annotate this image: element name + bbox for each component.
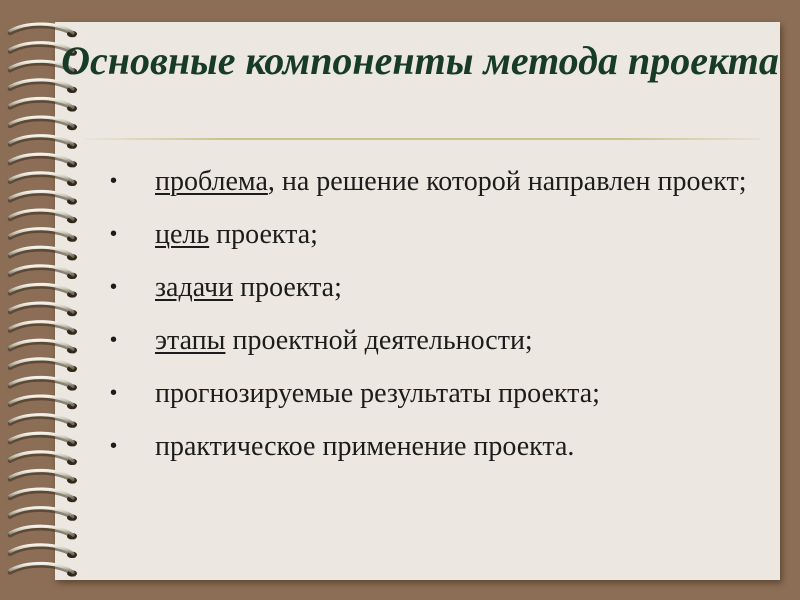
bullet-icon: • [110, 223, 118, 245]
slide-title: Основные компоненты метода проекта [61, 38, 779, 83]
list-item [110, 164, 760, 199]
list-item [110, 217, 760, 252]
spiral-ring [10, 191, 77, 204]
item-text: проекта; [209, 219, 318, 250]
spiral-ring [10, 117, 77, 130]
spiral-ring [10, 396, 77, 409]
item-text: , на решение которой направлен проект; [267, 166, 747, 197]
spiral-ring [10, 266, 77, 279]
bullet-icon: • [110, 435, 118, 457]
bullet-icon: • [110, 276, 118, 298]
bullet-list [110, 164, 760, 482]
spiral-ring [10, 98, 77, 111]
spiral-ring [10, 359, 77, 372]
item-term: проблема [155, 166, 268, 197]
spiral-ring [10, 508, 77, 521]
spiral-ring [10, 210, 77, 223]
list-item [110, 323, 760, 358]
spiral-ring [10, 489, 77, 502]
spiral-ring [10, 433, 77, 446]
spiral-ring [10, 470, 77, 483]
spiral-ring [10, 322, 77, 335]
spiral-ring [10, 452, 77, 465]
bullet-icon: • [110, 382, 118, 404]
spiral-ring [10, 415, 77, 428]
spiral-ring [10, 377, 77, 390]
item-term: цель [155, 219, 210, 250]
item-text: практическое применение проекта. [155, 431, 575, 462]
list-item [110, 429, 760, 464]
spiral-ring [10, 154, 77, 167]
spiral-ring [10, 284, 77, 297]
spiral-binding [0, 0, 100, 600]
spiral-ring [10, 247, 77, 260]
spiral-ring [10, 229, 77, 242]
spiral-ring [10, 526, 77, 539]
spiral-ring [10, 136, 77, 149]
spiral-ring [10, 303, 77, 316]
item-text: проектной деятельности; [225, 325, 533, 356]
spiral-ring [10, 545, 77, 558]
list-item [110, 270, 760, 305]
spiral-ring [10, 173, 77, 186]
item-term: задачи [155, 272, 234, 303]
item-text: прогнозируемые результаты проекта; [155, 378, 600, 409]
list-item [110, 376, 760, 411]
item-term: этапы [155, 325, 226, 356]
title-divider [85, 138, 760, 140]
spiral-ring [10, 340, 77, 353]
spiral-ring [10, 563, 77, 576]
item-text: проекта; [233, 272, 342, 303]
bullet-icon: • [110, 329, 118, 351]
bullet-icon: • [110, 170, 118, 192]
